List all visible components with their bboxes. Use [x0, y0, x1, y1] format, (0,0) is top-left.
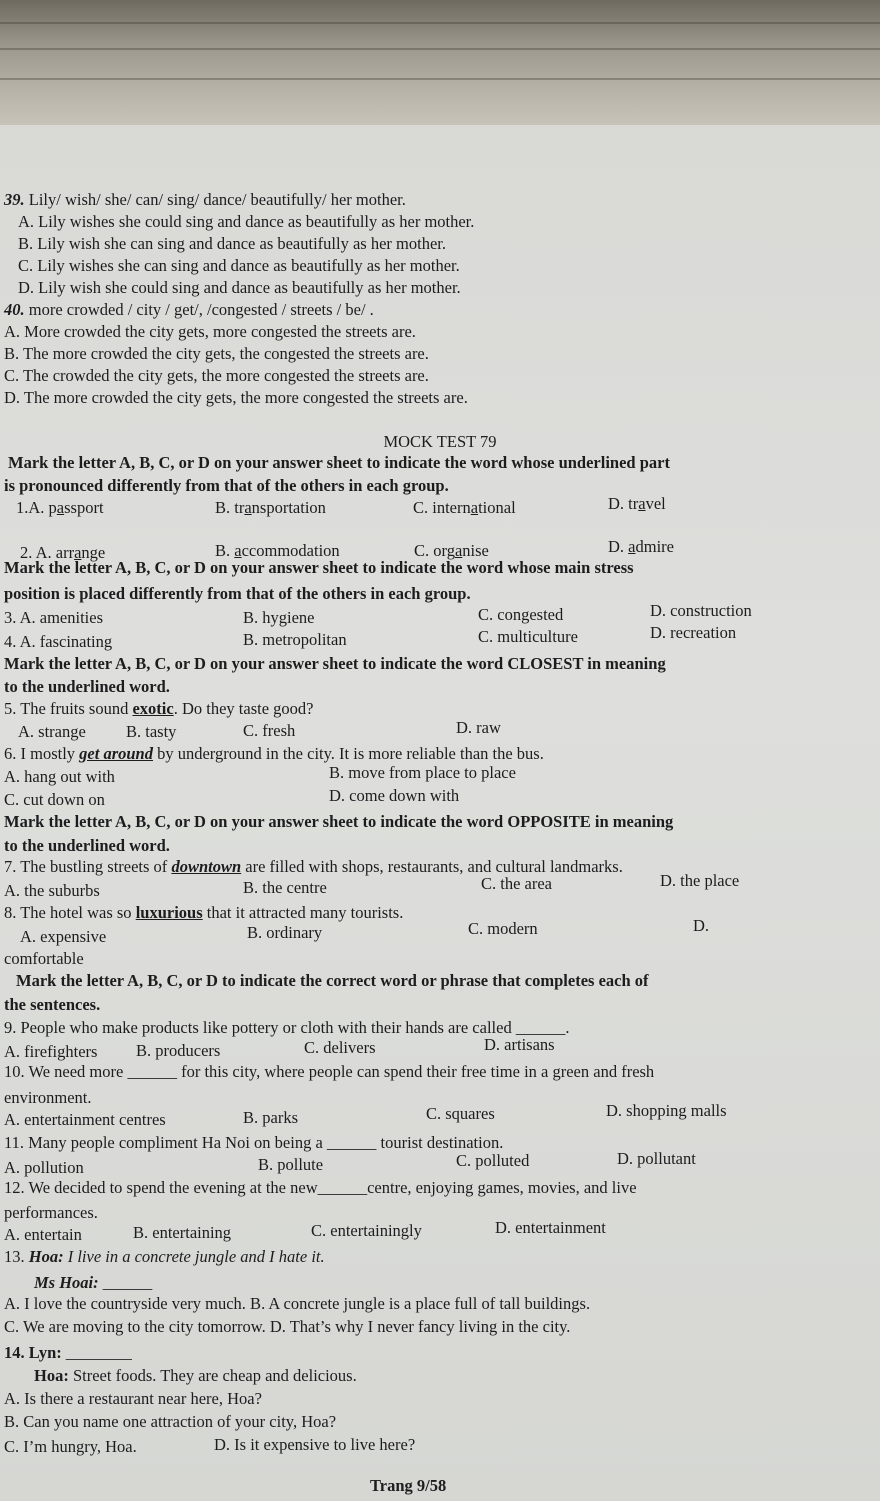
option-d[interactable]: D. The more crowded the city gets, the more congested the streets are.	[4, 388, 468, 407]
option-c[interactable]: C. polluted	[456, 1151, 530, 1170]
section-instruction: Mark the letter A, B, C, or D on your answer sheet to indicate the word whose underlined part	[8, 453, 670, 472]
option-c[interactable]: C. multiculture	[478, 627, 578, 646]
option-a[interactable]: 3. A. amenities	[4, 608, 103, 627]
option-c[interactable]	[413, 498, 516, 518]
section-instruction: Mark the letter A, B, C, or D to indicate the correct word or phrase that completes each of	[16, 971, 649, 990]
section-instruction: is pronounced differently from that of the others in each group.	[4, 476, 449, 495]
question-text: Lily/ wish/ she/ can/ sing/ dance/ beautifully/ her mother.	[28, 190, 406, 209]
question-10-stem-cont: environment.	[4, 1088, 92, 1107]
question-text: 8. The hotel was so	[4, 903, 136, 922]
option-b[interactable]: B. move from place to place	[329, 763, 516, 782]
section-instruction: Mark the letter A, B, C, or D on your answer sheet to indicate the word whose main stress	[4, 558, 634, 577]
option-d[interactable]: D. construction	[650, 601, 752, 620]
option-a[interactable]: A. firefighters	[4, 1042, 98, 1061]
option-c[interactable]: C. Lily wishes she can sing and dance as beautifully as her mother.	[18, 256, 460, 275]
dialogue-line: Street foods. They are cheap and delicious.	[68, 1366, 357, 1385]
option-c-d[interactable]: C. We are moving to the city tomorrow. D. That’s why I never fancy living in the city.	[4, 1317, 571, 1336]
option-text: B.	[215, 541, 235, 560]
question-text: 5. The fruits sound	[4, 699, 133, 718]
option-c[interactable]: C. cut down on	[4, 790, 105, 809]
option-c[interactable]: C. congested	[478, 605, 564, 624]
table-grain	[0, 22, 880, 24]
question-text: are filled with shops, restaurants, and cultural landmarks.	[241, 857, 623, 876]
option-c[interactable]: C. The crowded the city gets, the more congested the streets are.	[4, 366, 429, 385]
underlined-letter: a	[56, 498, 65, 517]
option-text: vel	[645, 494, 666, 513]
speaker-name: 14. Lyn:	[4, 1343, 66, 1362]
question-text: that it attracted many tourists.	[202, 903, 404, 922]
underlined-letter: a	[638, 494, 646, 513]
option-a[interactable]: A. Is there a restaurant near here, Hoa?	[4, 1389, 262, 1408]
question-11-stem: 11. Many people compliment Ha Noi on being a ______ tourist destination.	[4, 1133, 504, 1152]
option-b[interactable]: B. ordinary	[247, 923, 323, 942]
option-c[interactable]: C. modern	[468, 919, 538, 938]
underlined-letter: a	[74, 543, 82, 562]
question-10-stem: 10. We need more ______ for this city, where people can spend their free time in a green and fresh	[4, 1062, 655, 1081]
section-instruction: to the underlined word.	[4, 836, 170, 855]
dialogue-line: I live in a concrete jungle and I hate it.	[63, 1247, 325, 1266]
option-c[interactable]: C. squares	[426, 1104, 495, 1123]
question-5-stem	[4, 699, 313, 719]
option-a[interactable]: A. More crowded the city gets, more congested the streets are.	[4, 322, 416, 341]
page-number: Trang 9/58	[370, 1476, 447, 1495]
option-b[interactable]: B. metropolitan	[243, 630, 347, 649]
speaker-name: Hoa:	[28, 1247, 64, 1266]
question-39-stem	[4, 190, 406, 210]
option-b[interactable]: B. entertaining	[133, 1223, 232, 1242]
speaker-name: Ms Hoai:	[34, 1273, 99, 1292]
question-number: 39.	[4, 190, 25, 209]
underlined-word: downtown	[171, 857, 242, 876]
option-a[interactable]: A. pollution	[4, 1158, 84, 1177]
option-d[interactable]: D. pollutant	[617, 1149, 696, 1168]
option-d[interactable]	[608, 494, 666, 514]
question-9-stem: 9. People who make products like pottery or cloth with their hands are called ______.	[4, 1018, 570, 1037]
question-text: 6. I mostly	[4, 744, 80, 763]
question-number: 13.	[4, 1247, 29, 1266]
option-d[interactable]: D. shopping malls	[606, 1101, 727, 1120]
speaker-name: Hoa:	[34, 1366, 69, 1385]
option-a[interactable]: A. entertain	[4, 1225, 82, 1244]
option-d[interactable]: D. raw	[456, 718, 501, 737]
question-14-stem	[4, 1343, 132, 1363]
option-b[interactable]: B. tasty	[126, 722, 177, 741]
section-instruction: Mark the letter A, B, C, or D on your answer sheet to indicate the word CLOSEST in meaning	[4, 654, 666, 673]
option-a[interactable]: A. the suburbs	[4, 881, 100, 900]
option-b[interactable]	[215, 498, 326, 518]
question-12-stem-cont: performances.	[4, 1203, 98, 1222]
answer-blank[interactable]: ______	[98, 1273, 153, 1292]
option-d[interactable]: D. entertainment	[495, 1218, 606, 1237]
option-text: C. intern	[413, 498, 471, 517]
underlined-word: luxurious	[135, 903, 203, 922]
option-c[interactable]: C. fresh	[243, 721, 296, 740]
option-b[interactable]: B. parks	[243, 1108, 298, 1127]
option-c[interactable]: C. delivers	[304, 1038, 376, 1057]
question-text: by underground in the city. It is more reliable than the bus.	[152, 744, 544, 763]
option-text: nge	[81, 543, 106, 562]
option-text: nise	[462, 541, 489, 560]
option-a-b[interactable]: A. I love the countryside very much. B. A concrete jungle is a place full of tall buildings.	[4, 1294, 591, 1313]
option-text: nsportation	[251, 498, 326, 517]
table-grain	[0, 48, 880, 50]
option-text: D.	[608, 537, 629, 556]
section-instruction: Mark the letter A, B, C, or D on your answer sheet to indicate the word OPPOSITE in meaning	[4, 812, 674, 831]
option-b[interactable]: B. the centre	[243, 878, 327, 897]
option-text: B. tr	[215, 498, 245, 517]
table-surface	[0, 0, 880, 130]
question-number: 40.	[4, 300, 25, 319]
question-40-stem	[4, 300, 374, 320]
option-text: D. tr	[608, 494, 639, 513]
option-text: 1.A. p	[16, 498, 57, 517]
option-d-continued[interactable]: comfortable	[4, 949, 84, 968]
option-text: ssport	[64, 498, 104, 517]
question-6-stem	[4, 744, 544, 764]
question-14-response	[34, 1366, 357, 1386]
option-c[interactable]: C. the area	[481, 874, 553, 893]
option-a[interactable]: A. Lily wishes she could sing and dance as beautifully as her mother.	[18, 212, 475, 231]
option-text: ccommodation	[241, 541, 340, 560]
question-13-stem	[4, 1247, 325, 1267]
option-text: dmire	[635, 537, 674, 556]
option-c[interactable]: C. entertainingly	[311, 1221, 422, 1240]
option-text: C. org	[414, 541, 455, 560]
question-8-stem	[4, 903, 403, 923]
option-text: 2. A. arr	[20, 543, 75, 562]
option-a[interactable]	[16, 498, 104, 518]
option-text: tional	[478, 498, 516, 517]
underlined-word: get around	[79, 744, 153, 763]
question-text: . Do they taste good?	[173, 699, 314, 718]
answer-blank[interactable]: ________	[65, 1343, 132, 1362]
option-b[interactable]: B. pollute	[258, 1155, 324, 1174]
question-13-response	[34, 1273, 152, 1293]
underlined-word: exotic	[132, 699, 174, 718]
section-instruction: the sentences.	[4, 995, 101, 1014]
option-b[interactable]: B. producers	[136, 1041, 221, 1060]
underlined-letter: a	[628, 537, 636, 556]
option-d[interactable]: D. Is it expensive to live here?	[214, 1435, 416, 1454]
option-d[interactable]: D. Lily wish she could sing and dance as beautifully as her mother.	[18, 278, 461, 297]
table-grain	[0, 78, 880, 80]
option-b[interactable]: B. hygiene	[243, 608, 315, 627]
option-d[interactable]: D.	[693, 916, 710, 935]
option-a[interactable]: A. strange	[18, 722, 86, 741]
underlined-letter: a	[470, 498, 479, 517]
question-text: 7. The bustling streets of	[4, 857, 172, 876]
option-a[interactable]: A. hang out with	[4, 767, 115, 786]
option-a[interactable]: A. expensive	[20, 927, 107, 946]
page-title: MOCK TEST 79	[383, 432, 497, 451]
option-d[interactable]: D. recreation	[650, 623, 737, 642]
underlined-letter: a	[234, 541, 242, 560]
option-d[interactable]: D. artisans	[484, 1035, 555, 1054]
question-12-stem: 12. We decided to spend the evening at the new______centre, enjoying games, movies, and live	[4, 1178, 637, 1197]
underlined-letter: a	[244, 498, 252, 517]
option-c[interactable]: C. I’m hungry, Hoa.	[4, 1437, 137, 1456]
option-a[interactable]: 4. A. fascinating	[4, 632, 113, 651]
option-b[interactable]: B. Can you name one attraction of your city, Hoa?	[4, 1412, 337, 1431]
option-d[interactable]: D. come down with	[329, 786, 460, 805]
option-b[interactable]: B. The more crowded the city gets, the congested the streets are.	[4, 344, 429, 363]
option-d[interactable]: D. the place	[660, 871, 740, 890]
section-instruction: to the underlined word.	[4, 677, 170, 696]
underlined-letter: a	[454, 541, 463, 560]
option-d[interactable]	[608, 537, 674, 557]
option-a[interactable]: A. entertainment centres	[4, 1110, 166, 1129]
option-b[interactable]: B. Lily wish she can sing and dance as beautifully as her mother.	[18, 234, 446, 253]
question-text: more crowded / city / get/, /congested / streets / be/ .	[28, 300, 374, 319]
section-instruction: position is placed differently from that of the others in each group.	[4, 584, 471, 603]
